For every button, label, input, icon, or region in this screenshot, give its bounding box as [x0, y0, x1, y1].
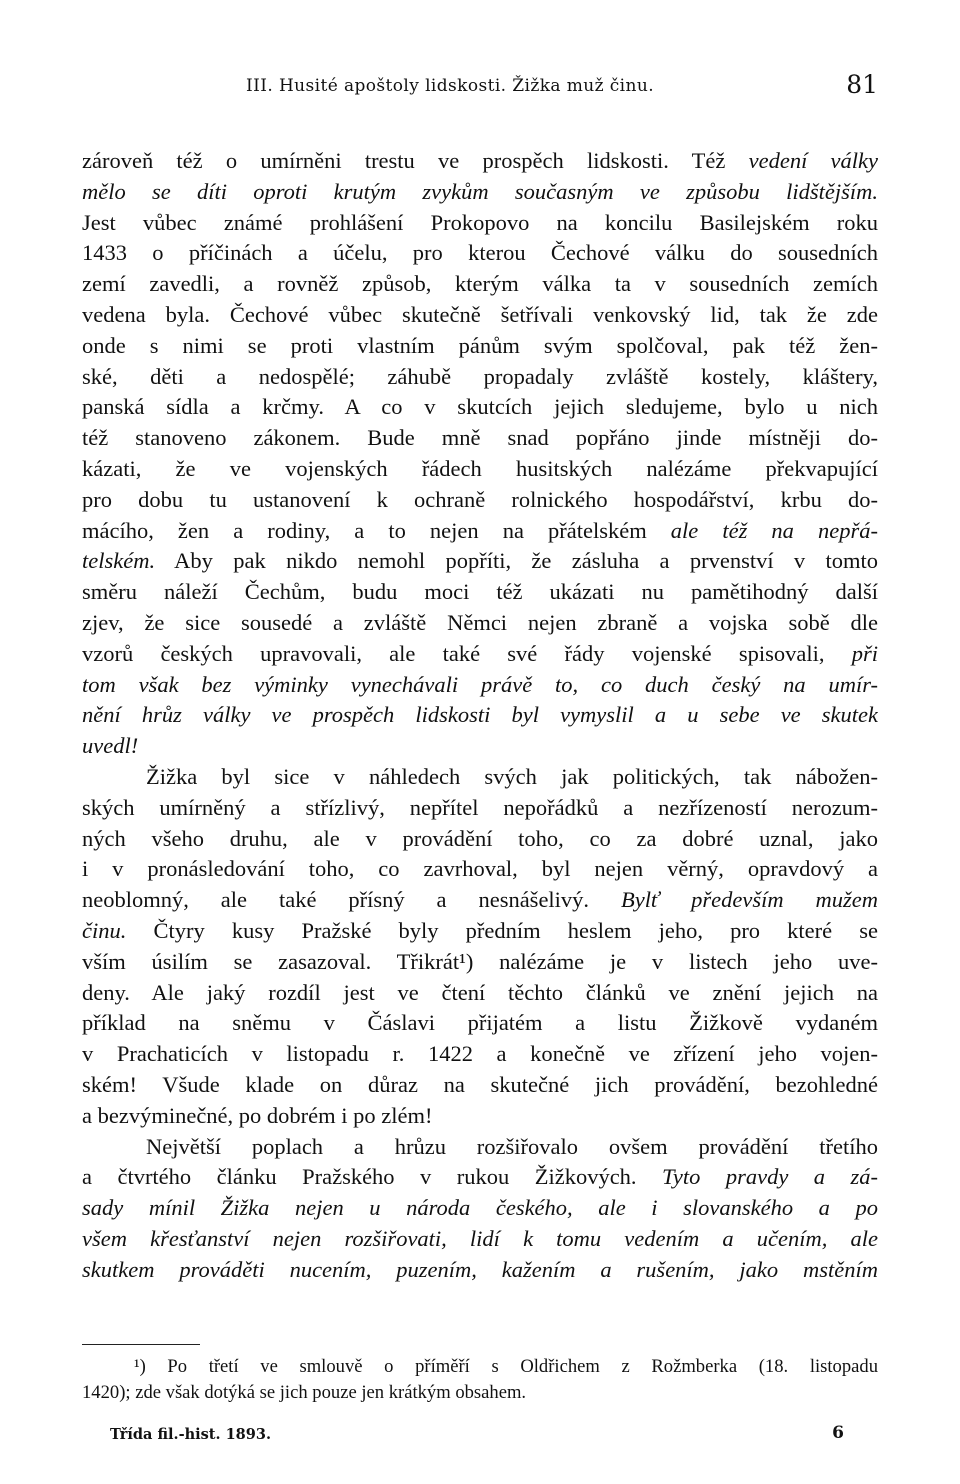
text-line: všem křesťanství nejen rozšiřovati, lidí k tomu vedením a učením, ale: [82, 1225, 878, 1251]
paragraph-start: Největší poplach a hrůzu rozšiřovalo ovšem provádění třetího: [146, 1133, 878, 1159]
text-line: zemí zavedli, a rovněž způsob, kterým válka ta v sousedních zemích: [82, 271, 878, 297]
text-line: vzorů českých upravovali, ale také své řády vojenské spisovali, při: [82, 640, 878, 666]
text-line: vším úsilím se zasazoval. Třikrát¹) nalézáme je v listech jeho uve-: [82, 948, 878, 974]
text-line: nění hrůz války ve prospěch lidskosti byl vymyslil a u sebe ve skutek: [82, 702, 878, 728]
text-line: ské, děti a nedospělé; záhubě propadaly zvláště kostely, kláštery,: [82, 363, 878, 389]
signature-mark: 6: [832, 1423, 844, 1443]
text-line: činu. Čtyry kusy Pražské byly předním heslem jeho, pro které se: [82, 917, 878, 943]
text-line: ském! Všude klade on důraz na skutečné jich provádění, bezohledné: [82, 1071, 878, 1097]
text-line: i v pronásledování toho, co zavrhoval, byl nejen věrný, opravdový a: [82, 856, 878, 882]
paragraph-start: Žižka byl sice v náhledech svých jak politických, tak nábožen-: [146, 763, 878, 789]
text-line: panská sídla a krčmy. A co v skutcích jejich sledujeme, bylo u nich: [82, 394, 878, 420]
main-text: [82, 146, 878, 1285]
text-line: uvedl!: [82, 733, 139, 759]
text-line: a čtvrtého článku Pražského v rukou Žižkových. Tyto pravdy a zá-: [82, 1164, 878, 1190]
text-line: v Prachaticích v listopadu r. 1422 a konečně ve zřízení jeho vojen-: [82, 1041, 878, 1067]
footnote: [82, 1354, 878, 1406]
text-line: ských umírněný a střízlivý, nepřítel nepořádků a nezřízeností nerozum-: [82, 794, 878, 820]
printer-signature: Třída fil.-hist. 1893.: [110, 1426, 271, 1443]
text-line: onde s nimi se proti vlastním pánům svým spolčoval, pak též žen-: [82, 332, 878, 358]
text-line: sady mínil Žižka nejen u národa českého, ale i slovanského a po: [82, 1195, 878, 1221]
text-line: neoblomný, ale také přísný a nesnášelivý. Bylť především mužem: [82, 887, 878, 913]
text-line: směru náleží Čechům, budu moci též ukázati nu pamětihodný další: [82, 579, 878, 605]
footnote-line: 1420); zde však dotýká se jich pouze jen krátkým obsahem.: [82, 1382, 527, 1403]
text-line: pro dobu tu ustanovení k ochraně rolnického hospodářství, krbu do-: [82, 486, 878, 512]
running-head: III. Husité apoštoly lidskosti. Žižka muž činu.: [246, 76, 655, 96]
text-line: a bezvýminečné, po dobrém i po zlém!: [82, 1102, 433, 1128]
text-line: deny. Ale jaký rozdíl jest ve čtení těchto článků ve znění jejich na: [82, 979, 878, 1005]
footnote-rule: [82, 1344, 200, 1345]
text-line: kázati, že ve vojenských řádech husitských nalézáme překvapující: [82, 455, 878, 481]
text-line: tom však bez výminky vynechávali právě to, co duch český na umír-: [82, 671, 878, 697]
text-line: vedena byla. Čechové vůbec skutečně šetřívali venkovský lid, tak že zde: [82, 301, 878, 327]
text-line: též stanoveno zákonem. Bude mně snad popřáno jinde místněji do-: [82, 425, 878, 451]
text-line: ných všeho druhu, ale v provádění toho, co za dobré uznal, jako: [82, 825, 878, 851]
footnote-line: ¹) Po třetí ve smlouvě o příměří s Oldřichem z Rožmberka (18. listopadu: [134, 1356, 878, 1377]
page-header: [82, 68, 878, 108]
text-line: zároveň též o umírněni trestu ve prospěch lidskosti. Též vedení války: [82, 148, 878, 173]
text-line: příklad na sněmu v Čáslavi přijatém a listu Žižkově vydaném: [82, 1010, 878, 1036]
text-line: mácího, žen a rodiny, a to nejen na přátelském ale též na nepřá-: [82, 517, 878, 543]
text-line: zjev, že sice sousedé a zvláště Němci nejen zbraně a vojska sobě dle: [82, 609, 878, 635]
text-line: mělo se díti oproti krutým zvykům současným ve způsobu lidštějším.: [82, 178, 878, 204]
text-line: Jest vůbec známé prohlášení Prokopovo na koncilu Basilejském roku: [82, 209, 878, 235]
text-line: telském. Aby pak nikdo nemohl popříti, že zásluha a prvenství v tomto: [82, 548, 878, 574]
text-line: 1433 o příčinách a účelu, pro kterou Čechové válku do sousedních: [82, 240, 878, 266]
page-number: 81: [846, 70, 878, 99]
text-line: skutkem prováděti nucením, puzením, kažením a rušením, jako mstěním: [82, 1256, 878, 1282]
